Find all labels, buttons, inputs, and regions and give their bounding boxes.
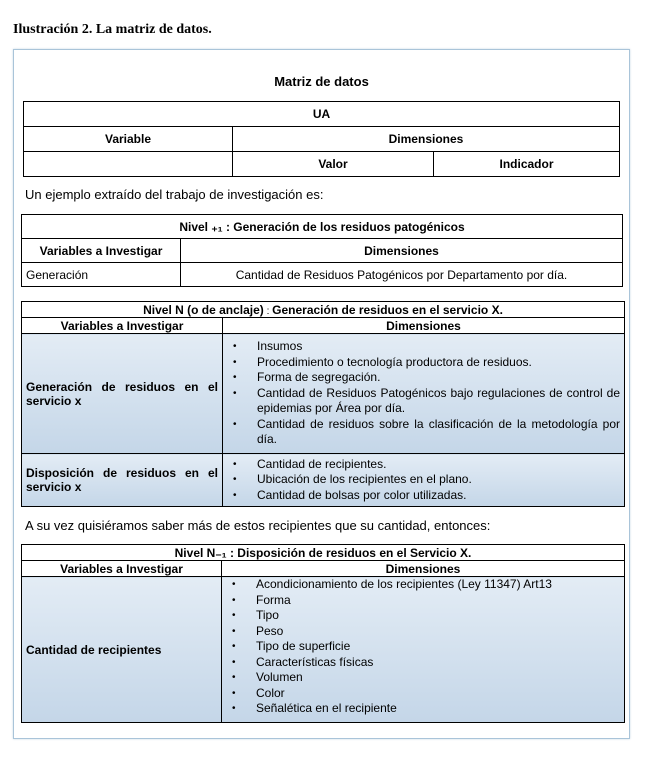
table4-row-dimensions bbox=[222, 577, 625, 723]
list-item: • Color bbox=[232, 685, 285, 700]
indicador-header: Indicador bbox=[434, 152, 620, 177]
bullet-icon: • bbox=[233, 458, 237, 470]
bullet-icon: • bbox=[232, 625, 236, 637]
table3-row1-list bbox=[227, 339, 620, 448]
table2-row-variable: Generación bbox=[22, 263, 181, 287]
table3-row1-variable: Generación de residuos en el servicio x bbox=[22, 334, 223, 454]
table3-row2-variable: Disposición de residuos en el servicio x bbox=[22, 454, 223, 507]
figure-caption: Ilustración 2. La matriz de datos. bbox=[13, 22, 212, 37]
bullet-icon: • bbox=[233, 489, 237, 501]
list-item: • Cantidad de recipientes. bbox=[233, 456, 387, 471]
bullet-icon: • bbox=[232, 579, 236, 590]
bullet-icon: • bbox=[232, 594, 236, 606]
valor-header: Valor bbox=[233, 152, 434, 177]
list-item: • Cantidad de bolsas por color utilizadas. bbox=[233, 487, 467, 502]
nivel-n-table bbox=[21, 301, 625, 507]
table4-list bbox=[226, 577, 620, 717]
bullet-icon: • bbox=[232, 672, 236, 683]
matrix-figure bbox=[13, 49, 630, 739]
list-item: • Insumos bbox=[233, 339, 303, 354]
list-item: • Tipo bbox=[232, 608, 279, 622]
nivel-plus-one-table bbox=[21, 214, 623, 287]
table2-col-variables: Variables a Investigar bbox=[22, 239, 181, 263]
dimensiones-header: Dimensiones bbox=[233, 127, 620, 152]
list-item: • Peso bbox=[232, 623, 284, 638]
bullet-icon: • bbox=[232, 656, 236, 668]
table4-row-variable: Cantidad de recipientes bbox=[22, 577, 222, 723]
nivel-minus-one-table bbox=[21, 544, 625, 723]
list-item: • Forma bbox=[232, 592, 291, 607]
table3-col-variables: Variables a Investigar bbox=[22, 318, 223, 334]
table4-col-variables: Variables a Investigar bbox=[22, 561, 222, 577]
list-item: • Características físicas bbox=[232, 654, 374, 669]
follow-up-sentence: A su vez quisiéramos saber más de estos recipientes que su cantidad, entonces: bbox=[25, 518, 491, 533]
list-item: • Cantidad de residuos sobre la clasificación de la metodología por día. bbox=[233, 416, 620, 447]
table3-row2-dimensions bbox=[223, 454, 625, 507]
list-item: • Acondicionamiento de los recipientes (Ley 11347) Art13 bbox=[232, 577, 552, 591]
empty-cell bbox=[24, 152, 233, 177]
bullet-icon: • bbox=[233, 341, 237, 353]
bullet-icon: • bbox=[232, 703, 236, 714]
list-item: • Volumen bbox=[232, 670, 303, 684]
table4-col-dimensiones: Dimensiones bbox=[222, 561, 625, 577]
matrix-title: Matriz de datos bbox=[274, 74, 369, 89]
bullet-icon: • bbox=[232, 687, 236, 699]
bullet-icon: • bbox=[233, 356, 237, 368]
table2-header: Nivel ₊₁ : Generación de los residuos patogénicos bbox=[22, 215, 623, 239]
example-sentence: Un ejemplo extraído del trabajo de investigación es: bbox=[25, 187, 324, 202]
table3-row1-dimensions bbox=[223, 334, 625, 454]
list-item: • Procedimiento o tecnología productora de residuos. bbox=[233, 354, 532, 369]
table4-header: Nivel N₋₁ : Disposición de residuos en el Servicio X. bbox=[22, 545, 625, 561]
bullet-icon: • bbox=[233, 372, 237, 384]
table3-row2-list bbox=[227, 457, 620, 504]
variable-header: Variable bbox=[24, 127, 233, 152]
list-item: • Forma de segregación. bbox=[233, 370, 381, 385]
table3-col-dimensiones: Dimensiones bbox=[223, 318, 625, 334]
table3-header-level: Nivel N (o de anclaje) bbox=[143, 302, 264, 317]
table2-row-dimension: Cantidad de Residuos Patogénicos por Departamento por día. bbox=[181, 263, 623, 287]
list-item: • Señalética en el recipiente bbox=[232, 701, 397, 715]
list-item: • Ubicación de los recipientes en el plano. bbox=[233, 472, 472, 487]
bullet-icon: • bbox=[233, 418, 237, 430]
bullet-icon: • bbox=[233, 387, 237, 399]
list-item: • Cantidad de Residuos Patogénicos bajo regulaciones de control de epidemias por Área por día. bbox=[233, 385, 620, 416]
list-item: • Tipo de superficie bbox=[232, 639, 351, 653]
table3-header-sep: : bbox=[263, 305, 273, 317]
table2-col-dimensiones: Dimensiones bbox=[181, 239, 623, 263]
ua-cell: UA bbox=[24, 102, 620, 127]
bullet-icon: • bbox=[233, 474, 237, 486]
bullet-icon: • bbox=[232, 610, 236, 621]
bullet-icon: • bbox=[232, 641, 236, 652]
data-matrix-table bbox=[23, 101, 620, 177]
table3-header bbox=[22, 302, 625, 318]
table3-header-title: Generación de residuos en el servicio X. bbox=[272, 302, 503, 317]
